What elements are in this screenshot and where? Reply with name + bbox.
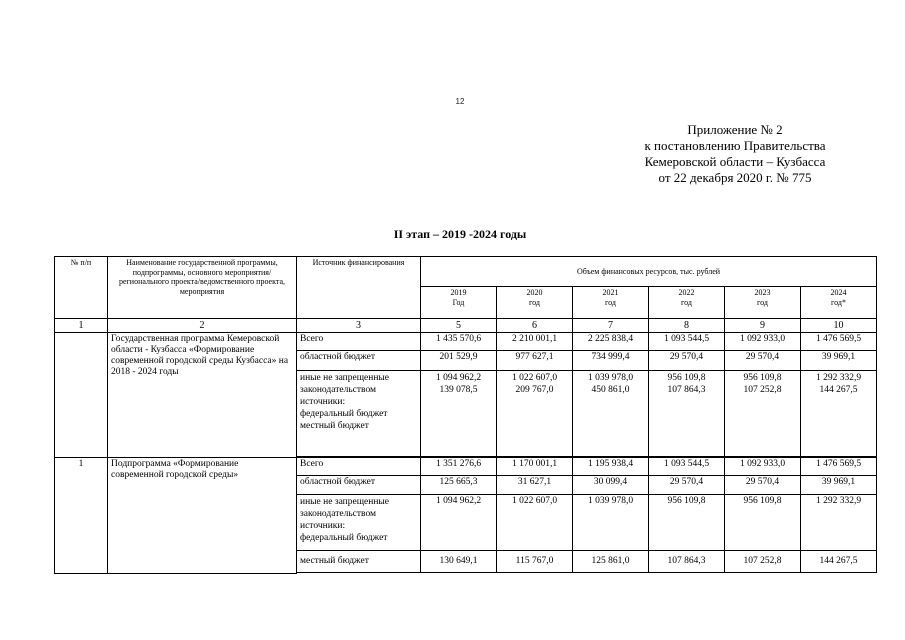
source-federal: федеральный бюджет xyxy=(300,533,388,543)
source-cell: Всего xyxy=(297,458,421,476)
value-cell: 107 252,8 xyxy=(725,551,801,573)
value-cell: 29 570,4 xyxy=(725,476,801,495)
index-cell: 7 xyxy=(573,319,649,333)
source-cell: местный бюджет xyxy=(297,551,421,573)
financing-table xyxy=(54,256,877,574)
header-year-2023: 2023 год xyxy=(725,287,801,319)
value-cell: 1 094 962,2 xyxy=(421,495,497,551)
page-number: 12 xyxy=(455,97,465,106)
header-year-2019: 2019 Год xyxy=(421,287,497,319)
source-cell: областной бюджет xyxy=(297,476,421,495)
appendix-line-1: Приложение № 2 xyxy=(687,122,783,137)
value-cell: 115 767,0 xyxy=(497,551,573,573)
value-cell: 1 351 276,6 xyxy=(421,458,497,476)
value-cell: 31 627,1 xyxy=(497,476,573,495)
value-cell: 107 864,3 xyxy=(649,551,725,573)
value-cell: 977 627,1 xyxy=(497,351,573,371)
column-index-row xyxy=(55,319,877,333)
header-year-2020: 2020 год xyxy=(497,287,573,319)
index-cell: 5 xyxy=(421,319,497,333)
header-year-2022: 2022 год xyxy=(649,287,725,319)
source-local: местный бюджет xyxy=(300,421,369,431)
value-cell: 1 022 607,0 209 767,0 xyxy=(497,371,573,457)
value-cell: 1 093 544,5 xyxy=(649,333,725,351)
row-number: 1 xyxy=(55,458,108,574)
value-cell: 956 109,8 107 252,8 xyxy=(725,371,801,457)
value-cell: 1 092 933,0 xyxy=(725,458,801,476)
value-cell: 1 292 332,9 xyxy=(801,495,877,551)
value-cell: 30 099,4 xyxy=(573,476,649,495)
value-cell: 29 570,4 xyxy=(725,351,801,371)
index-cell: 1 xyxy=(55,319,108,333)
value-cell: 1 292 332,9 144 267,5 xyxy=(801,371,877,457)
value-cell: 125 665,3 xyxy=(421,476,497,495)
index-cell: 9 xyxy=(725,319,801,333)
value-cell: 734 999,4 xyxy=(573,351,649,371)
source-other: иные не запрещенные законодательством источники: xyxy=(300,497,390,531)
value-cell: 39 969,1 xyxy=(801,476,877,495)
source-cell: областной бюджет xyxy=(297,351,421,371)
appendix-header xyxy=(600,122,870,186)
value-cell: 1 435 570,6 xyxy=(421,333,497,351)
value-cell: 1 093 544,5 xyxy=(649,458,725,476)
stage-title: II этап – 2019 -2024 годы xyxy=(393,227,527,241)
value-cell: 1 476 569,5 xyxy=(801,333,877,351)
value-cell: 2 225 838,4 xyxy=(573,333,649,351)
value-cell: 2 210 001,1 xyxy=(497,333,573,351)
program-name: Государственная программа Кемеровской области - Кузбасса «Формирование современной городской среды Кузбасса» на 2018 - 2024 годы xyxy=(108,333,297,458)
header-source: Источник финансирования xyxy=(297,257,421,319)
header-num: № п/п xyxy=(55,257,108,319)
value-cell: 130 649,1 xyxy=(421,551,497,573)
value-cell: 29 570,4 xyxy=(649,351,725,371)
value-cell: 1 022 607,0 xyxy=(497,495,573,551)
value-cell: 956 109,8 xyxy=(725,495,801,551)
index-cell: 2 xyxy=(108,319,297,333)
source-cell-multi xyxy=(297,495,421,551)
source-cell: Всего xyxy=(297,333,421,351)
appendix-line-2: к постановлению Правительства xyxy=(644,138,826,153)
table-row xyxy=(55,333,877,351)
value-cell: 144 267,5 xyxy=(801,551,877,573)
value-cell: 1 039 978,0 xyxy=(573,495,649,551)
value-cell: 1 170 001,1 xyxy=(497,458,573,476)
source-cell-multi xyxy=(297,371,421,457)
appendix-line-3: Кемеровской области – Кузбасса xyxy=(644,154,826,169)
header-year-2024: 2024 год* xyxy=(801,287,877,319)
value-cell: 125 861,0 xyxy=(573,551,649,573)
appendix-line-4: от 22 декабря 2020 г. № 775 xyxy=(658,170,812,185)
value-cell: 1 094 962,2 139 078,5 xyxy=(421,371,497,457)
index-cell: 3 xyxy=(297,319,421,333)
value-cell: 956 109,8 107 864,3 xyxy=(649,371,725,457)
header-year-2021: 2021 год xyxy=(573,287,649,319)
table-row xyxy=(55,458,877,476)
value-cell: 1 039 978,0 450 861,0 xyxy=(573,371,649,457)
header-volume: Объем финансовых ресурсов, тыс. рублей xyxy=(421,257,877,287)
index-cell: 10 xyxy=(801,319,877,333)
value-cell: 1 476 569,5 xyxy=(801,458,877,476)
index-cell: 6 xyxy=(497,319,573,333)
subprogram-name: Подпрограмма «Формирование современной городской среды» xyxy=(108,458,297,574)
source-federal: федеральный бюджет xyxy=(300,409,388,419)
value-cell: 1 092 933,0 xyxy=(725,333,801,351)
row-number xyxy=(55,333,108,458)
source-other: иные не запрещенные законодательством источники: xyxy=(300,373,390,407)
value-cell: 29 570,4 xyxy=(649,476,725,495)
header-name: Наименование государственной программы, подпрограммы, основного мероприятия/регионального проекта/ведомственного проекта, мероприятия xyxy=(108,257,297,319)
value-cell: 956 109,8 xyxy=(649,495,725,551)
value-cell: 39 969,1 xyxy=(801,351,877,371)
index-cell: 8 xyxy=(649,319,725,333)
value-cell: 1 195 938,4 xyxy=(573,458,649,476)
value-cell: 201 529,9 xyxy=(421,351,497,371)
